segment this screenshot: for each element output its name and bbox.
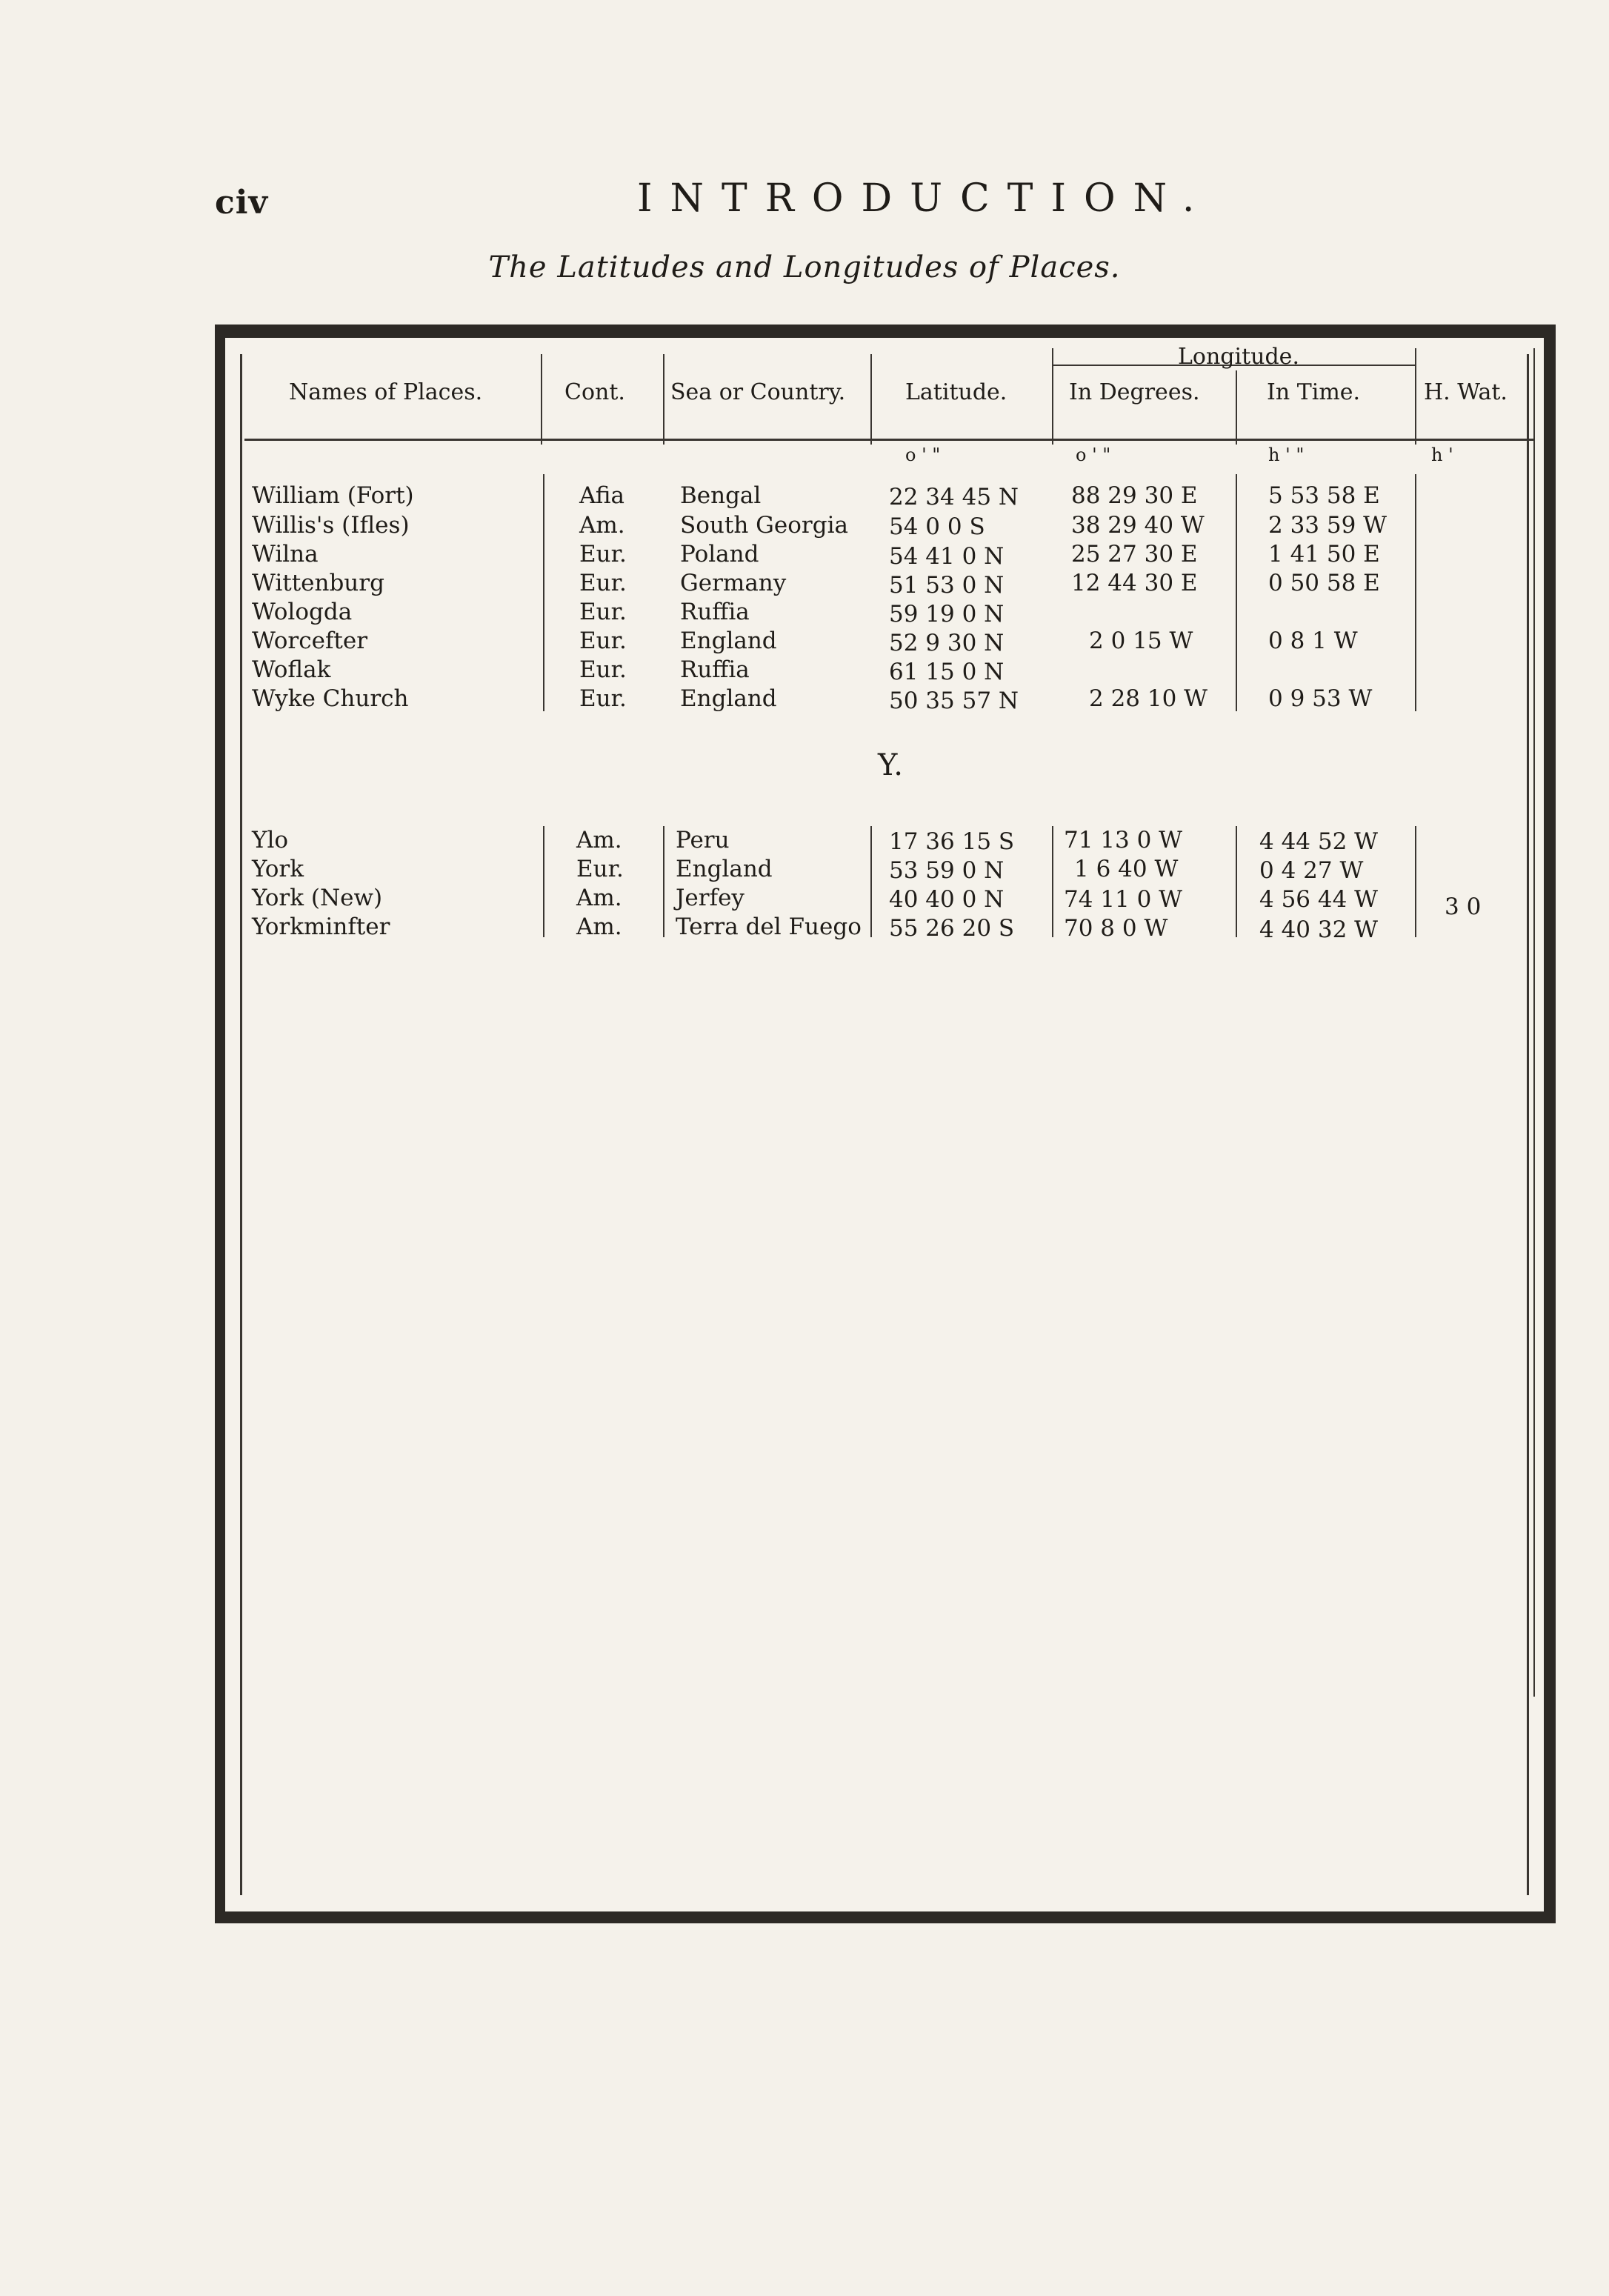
continent: Am. xyxy=(576,827,622,853)
place-name: York (New) xyxy=(252,885,383,911)
place-name: Wilna xyxy=(252,541,319,568)
column-divider xyxy=(1236,370,1237,445)
unit-hwat: h ' xyxy=(1431,445,1453,465)
longitude-time: 2 33 59 W xyxy=(1268,512,1388,539)
place-name: York xyxy=(252,856,304,882)
sea-country: England xyxy=(680,685,777,712)
continent: Am. xyxy=(579,512,625,539)
latitude-value: 40 40 0 N xyxy=(889,886,1005,913)
continent: Eur. xyxy=(579,570,627,596)
sea-country: England xyxy=(676,856,773,882)
longitude-degrees: 74 11 0 W xyxy=(1064,886,1183,913)
column-divider xyxy=(543,474,544,711)
column-divider xyxy=(1236,826,1237,937)
longitude-degrees: 71 13 0 W xyxy=(1064,827,1183,853)
continent: Eur. xyxy=(579,628,627,654)
longitude-degrees: 2 0 15 W xyxy=(1089,628,1193,654)
latitude-value: 54 0 0 S xyxy=(889,513,985,540)
table-title: The Latitudes and Longitudes of Places. xyxy=(488,250,1121,284)
sea-country: Jerfey xyxy=(676,885,744,911)
sea-country: Ruffia xyxy=(680,656,750,683)
longitude-time: 0 50 58 E xyxy=(1268,570,1380,596)
header-in-degrees: In Degrees. xyxy=(1069,379,1200,405)
continent: Eur. xyxy=(579,656,627,683)
continent: Eur. xyxy=(579,685,627,712)
latitude-value: 52 9 30 N xyxy=(889,630,1005,656)
header-in-time: In Time. xyxy=(1267,379,1361,405)
column-divider xyxy=(870,354,872,445)
longitude-degrees: 38 29 40 W xyxy=(1071,512,1205,539)
longitude-degrees: 88 29 30 E xyxy=(1071,482,1198,509)
latitude-value: 55 26 20 S xyxy=(889,915,1015,942)
header-names: Names of Places. xyxy=(289,379,483,405)
place-name: Woflak xyxy=(252,656,331,683)
unit-degrees: o ' " xyxy=(1076,445,1111,465)
column-divider xyxy=(1052,348,1053,445)
header-sea: Sea or Country. xyxy=(670,379,846,405)
sea-country: Bengal xyxy=(680,482,762,509)
column-divider xyxy=(663,826,664,937)
longitude-degrees: 1 6 40 W xyxy=(1074,856,1179,882)
continent: Eur. xyxy=(576,856,624,882)
sea-country: Ruffia xyxy=(680,599,750,625)
place-name: Worcefter xyxy=(252,628,368,654)
column-divider xyxy=(1415,474,1416,711)
longitude-time: 4 56 44 W xyxy=(1259,886,1379,913)
unit-time: h ' " xyxy=(1268,445,1305,465)
longitude-degrees: 12 44 30 E xyxy=(1071,570,1198,596)
sea-country: Peru xyxy=(676,827,730,853)
column-divider xyxy=(1533,348,1535,1697)
column-divider xyxy=(870,826,872,937)
column-divider xyxy=(1052,826,1053,937)
latitude-value: 54 41 0 N xyxy=(889,543,1005,570)
longitude-time: 0 8 1 W xyxy=(1268,628,1358,654)
longitude-degrees: 25 27 30 E xyxy=(1071,541,1198,568)
column-divider xyxy=(543,826,544,937)
continent: Afia xyxy=(579,482,625,509)
latitude-value: 59 19 0 N xyxy=(889,601,1005,628)
longitude-time: 0 4 27 W xyxy=(1259,857,1364,884)
sea-country: Terra del Fuego xyxy=(676,914,862,940)
column-divider xyxy=(663,354,664,445)
page-number: civ xyxy=(215,184,269,222)
place-name: Willis's (Ifles) xyxy=(252,512,410,539)
longitude-degrees: 70 8 0 W xyxy=(1064,915,1168,942)
latitude-value: 50 35 57 N xyxy=(889,688,1019,714)
header-rule xyxy=(244,439,1533,441)
longitude-time: 5 53 58 E xyxy=(1268,482,1380,509)
sea-country: England xyxy=(680,628,777,654)
longitude-time: 1 41 50 E xyxy=(1268,541,1380,568)
place-name: Ylo xyxy=(252,827,289,853)
latitude-value: 17 36 15 S xyxy=(889,828,1015,855)
latitude-value: 22 34 45 N xyxy=(889,484,1019,510)
column-divider xyxy=(1415,826,1416,937)
place-name: Wologda xyxy=(252,599,353,625)
column-divider xyxy=(1236,474,1237,711)
header-hwat: H. Wat. xyxy=(1424,379,1508,405)
column-divider xyxy=(1415,348,1416,445)
continent: Am. xyxy=(576,885,622,911)
continent: Eur. xyxy=(579,599,627,625)
latitude-value: 51 53 0 N xyxy=(889,572,1005,599)
place-name: Wittenburg xyxy=(252,570,384,596)
sea-country: Poland xyxy=(680,541,759,568)
header-latitude: Latitude. xyxy=(905,379,1007,405)
section-letter-y: Y. xyxy=(878,748,903,782)
high-water-time: 3 0 xyxy=(1445,894,1482,920)
running-head: INTRODUCTION. xyxy=(637,176,1213,221)
longitude-degrees: 2 28 10 W xyxy=(1089,685,1208,712)
continent: Am. xyxy=(576,914,622,940)
latitude-value: 61 15 0 N xyxy=(889,659,1005,685)
place-name: William (Fort) xyxy=(252,482,414,509)
longitude-time: 0 9 53 W xyxy=(1268,685,1373,712)
sea-country: South Georgia xyxy=(680,512,848,539)
unit-latitude: o ' " xyxy=(905,445,941,465)
place-name: Wyke Church xyxy=(252,685,409,712)
longitude-time: 4 40 32 W xyxy=(1259,916,1379,943)
place-name: Yorkminfter xyxy=(252,914,390,940)
sea-country: Germany xyxy=(680,570,787,596)
longitude-time: 4 44 52 W xyxy=(1259,828,1379,855)
header-longitude: Longitude. xyxy=(1178,344,1299,370)
column-divider xyxy=(541,354,542,445)
header-cont: Cont. xyxy=(564,379,625,405)
latitude-value: 53 59 0 N xyxy=(889,857,1005,884)
continent: Eur. xyxy=(579,541,627,568)
